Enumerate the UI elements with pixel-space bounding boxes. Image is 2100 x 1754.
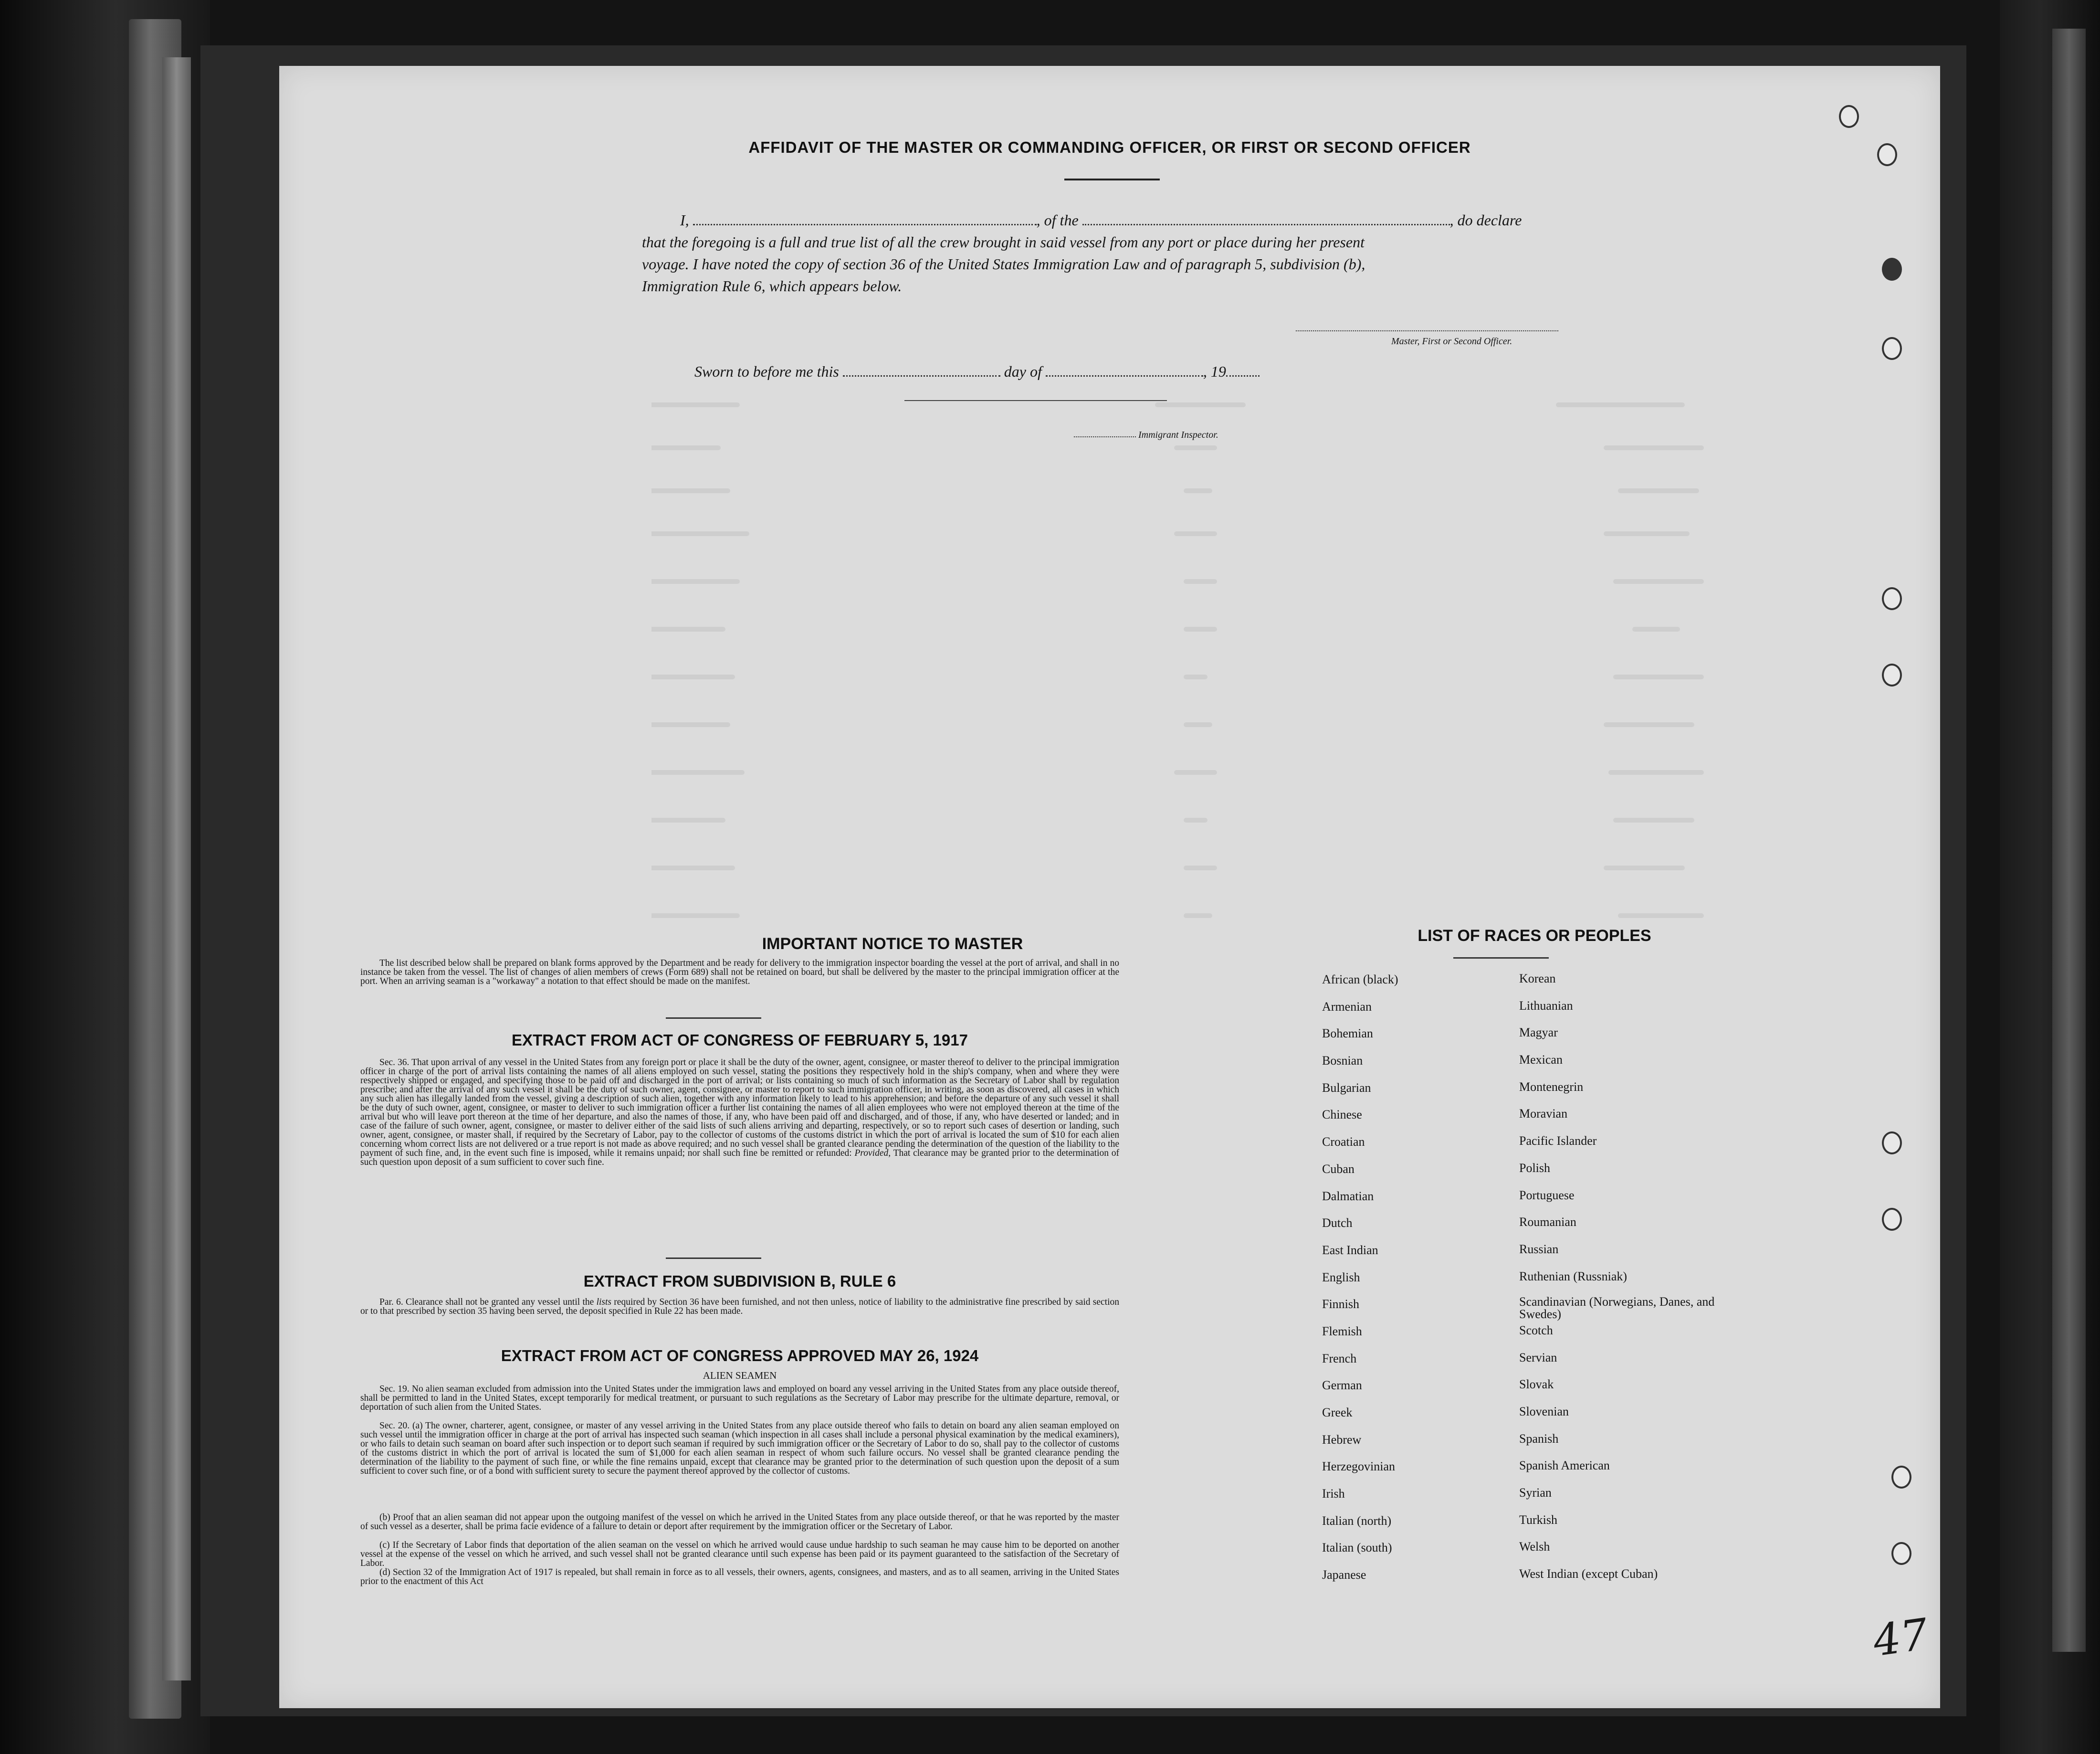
race-item: Pacific Islander [1519,1134,1597,1148]
extract-1924-heading: EXTRACT FROM ACT OF CONGRESS APPROVED MAY 26, 1924 [501,1347,979,1364]
declaration-line-1 [642,209,1835,231]
races-right-column [1519,971,1729,1594]
sworn-line [694,363,1260,380]
binder-strip-inner [162,57,191,1680]
affidavit-title: AFFIDAVIT OF THE MASTER OR COMMANDING OFFICER, OR FIRST OR SECOND OFFICER [748,138,1471,156]
races-heading: LIST OF RACES OR PEOPLES [1418,927,1651,945]
race-item: German [1322,1378,1362,1393]
sworn-day-field[interactable] [843,375,1000,377]
race-item: Bosnian [1322,1054,1363,1068]
extract-1924-sec20d: (d) Section 32 of the Immigration Act of 1917 is repealed, but shall remain in force as to all vessels, their owners, agents, consignees, and masters, and as to all seamen, arriving in the United States prior to the enactment of this Act [360,1567,1119,1586]
declaration-line-4: Immigration Rule 6, which appears below. [642,277,902,295]
binder-hole-icon [1882,1208,1902,1231]
race-item: Cuban [1322,1162,1354,1176]
race-item: Russian [1519,1242,1559,1256]
sworn-before-label: Sworn to before me this [694,363,839,380]
subdivision-b-heading: EXTRACT FROM SUBDIVISION B, RULE 6 [583,1272,896,1290]
race-item: French [1322,1351,1357,1365]
inspector-signature-label: Immigrant Inspector. [1138,430,1218,440]
races-left-column [1322,972,1503,1595]
extract-1917-provided: Provided, [854,1148,891,1158]
race-item: Italian (south) [1322,1541,1392,1555]
race-item: English [1322,1270,1360,1284]
vessel-field[interactable] [1082,224,1450,225]
race-item: Armenian [1322,999,1372,1014]
binder-hole-icon [1882,587,1902,610]
race-item: East Indian [1322,1243,1378,1257]
affidavit-title-rule [1064,179,1160,180]
race-item: Scandinavian (Norwegians, Danes, and Swedes) [1519,1295,1715,1321]
sworn-day-of-label: day of [1004,363,1042,380]
races-heading-rule [1453,957,1549,959]
notice-text: The list described below shall be prepared on blank forms approved by the Department and be ready for delivery to the immigration inspector boarding the vessel at the port of arrival, and shall in no instance be taken from the vessel. The list of changes of alien members of crews (Form 689) shall not be retained on board, but shall be delivered by the master to the principal immigration officer at the port. When an arriving seaman is a "workaway" a notation to that effect should be made on the manifest. [360,958,1119,986]
sworn-month-field[interactable] [1046,375,1203,377]
race-item: Turkish [1519,1512,1557,1527]
race-item: Scotch [1519,1323,1553,1337]
race-item: Slovenian [1519,1405,1569,1418]
extract-1917-rule [666,1257,761,1259]
race-item: Italian (north) [1322,1513,1392,1528]
declaration-i: I, [680,211,689,229]
sworn-year-field[interactable] [1226,375,1260,377]
master-signature-label: Master, First or Second Officer. [1391,336,1512,347]
race-item: Irish [1322,1487,1345,1501]
notice-rule [666,1017,761,1019]
race-item: Magyar [1519,1025,1558,1040]
extract-1924-subheading: ALIEN SEAMEN [703,1370,777,1381]
subdivision-b-text-main: Par. 6. Clearance shall not be granted any vessel until the [379,1297,594,1307]
race-item: Bulgarian [1322,1080,1371,1095]
name-field[interactable] [693,224,1037,225]
declaration-line-3: voyage. I have noted the copy of section 36 of the United States Immigration Law and of paragraph 5, subdivision (b), [642,255,1365,273]
affidavit-declaration [642,209,1835,297]
master-signature-line[interactable] [1296,330,1558,331]
race-item: Lithuanian [1519,998,1573,1013]
race-item: Roumanian [1519,1215,1576,1229]
binder-hole-icon [1882,664,1902,687]
race-item: Slovak [1519,1377,1554,1392]
inspector-signature-line[interactable] [904,400,1167,401]
race-item: Croatian [1322,1135,1365,1149]
binder-hole-icon [1882,1131,1902,1154]
declaration-of-the: , of the [1036,211,1079,229]
race-item: Spanish [1519,1431,1559,1446]
race-item: West Indian (except Cuban) [1519,1567,1658,1581]
bleed-through-marks [651,391,1940,963]
race-item: Flemish [1322,1324,1362,1338]
extract-1917-text-end: That clearance may be granted prior to the determination of such question upon deposit of a sum sufficient to cover such fine. [360,1148,1119,1167]
race-item: Montenegrin [1519,1079,1584,1094]
race-item: Portuguese [1519,1188,1575,1202]
race-item: Syrian [1519,1486,1552,1500]
declaration-line-2: that the foregoing is a full and true list of all the crew brought in said vessel from any port or place during her present [642,233,1365,251]
bleed-through [651,391,1940,963]
race-item: Moravian [1519,1107,1568,1121]
race-item: Ruthenian (Russniak) [1519,1269,1628,1283]
document-page [279,66,1940,1708]
race-item: Servian [1519,1350,1557,1364]
extract-1924-sec20a: Sec. 20. (a) The owner, charterer, agent, consignee, or master of any vessel arriving in the United States from any place outside thereof who fails to detain on board any alien seaman employed on such vessel until the immigration officer in charge at the port of arrival has inspected such seaman (which inspection in all cases shall include a personal physical examination by the medical examiners), or who fails to detain such seaman on board after such inspection or to deport such seaman if required by such immigration officer or the Secretary of Labor to do so, shall pay to the collector of customs of the customs district in which the port of arrival is located the sum of $1,000 for each alien seaman in respect of whom such failure occurs. No vessel shall be granted clearance pending the determination of the liability to the payment of such fine, or while the fine remains unpaid, except that clearance may be granted prior to the determination of such question upon the deposit of a sum sufficient to cover such fine, or of a bond with sufficient surety to secure the payment thereof approved by the collector of customs. [360,1421,1119,1476]
extract-1924-sec20c: (c) If the Secretary of Labor finds that deportation of the alien seaman on the vessel on which he arrived would cause undue hardship to such seaman he may cause him to be deported on another vessel at the expense of the vessel on which he arrived, and such vessel shall not be granted clearance until such expense has been paid or its payment guaranteed to the satisfaction of the Secretary of Labor. [360,1540,1119,1568]
extract-1917-text-main: Sec. 36. That upon arrival of any vessel in the United States from any foreign port or place it shall be the duty of the owner, agent, consignee, or master thereof to deliver to the principal immigration officer in charge of the port of arrival lists containing the names of all aliens employed on such vessel, stating the positions they respectively hold in the ship's company, when and where they were respectively shipped or engaged, and specifying those to be paid off and discharged in the port of arrival; or lists containing so much of such information as the Secretary of Labor shall by regulation prescribe; and after the arrival of any such vessel it shall be the duty of such owner, agent, consignee, or master to report to such immigration officer, in writing, as soon as discovered, all cases in which any such alien has illegally landed from the vessel, giving a description of such alien, together with any information likely to lead to his apprehension; and before the departure of any such vessel it shall be the duty of such owner, agent, consignee, or master to deliver to such immigration officer a further list containing the names of all alien employees who were not employed thereon at the time of the arrival but who will leave port thereon at the time of her departure, and also the names of those, if any, who have been paid off and discharged, and of those, if any, who have deserted or landed; and in case of the failure of such owner, agent, consignee, or master to deliver either of the said lists of such aliens arriving and departing, respectively, or so to report such cases of desertion or landing, such owner, agent, consignee, or master shall, if required by the Secretary of Labor, pay to the collector of customs of the customs district in which the port of arrival is located the sum of $10 for each alien concerning whom correct lists are not delivered or a true report is not made as above required; and no such vessel shall be granted clearance pending the determination of the question of the liability to the payment of such fine, and, in the event such fine is imposed, while it remains unpaid; nor shall such fine be remitted or refunded: [360,1057,1119,1158]
subdivision-b-text [360,1298,1119,1316]
race-item: Spanish American [1519,1458,1610,1473]
race-item: Mexican [1519,1053,1563,1067]
race-item: Chinese [1322,1108,1362,1122]
subdivision-b-text-end: required by Section 36 have been furnished, and not then unless, notice of liability to the administrative fine prescribed by said section or to that prescribed by section 35 having been served, the deposit specified in Rule 22 has been made. [360,1297,1120,1316]
race-item: Finnish [1322,1297,1360,1311]
race-item: Hebrew [1322,1432,1362,1447]
binder-strip-right [2052,29,2086,1652]
binder-hole-icon [1891,1466,1911,1489]
notice-heading: IMPORTANT NOTICE TO MASTER [762,935,1023,953]
race-item: Korean [1519,972,1556,985]
race-item: Dalmatian [1322,1189,1374,1203]
binder-hole-icon [1882,258,1902,281]
race-item: Herzegovinian [1322,1459,1396,1474]
race-item: Bohemian [1322,1026,1373,1041]
race-item: Polish [1519,1161,1551,1175]
binder-hole-icon [1839,105,1859,128]
race-item: Dutch [1322,1216,1353,1230]
binder-hole-icon [1891,1542,1911,1565]
extract-1924-sec20b: (b) Proof that an alien seaman did not appear upon the outgoing manifest of the vessel on which he arrived in the United States from any place outside thereof, or that he was reported by the master of such vessel as a deserter, shall be prima facie evidence of a failure to detain or deport after requirement by the immigration officer or the Secretary of Labor. [360,1512,1119,1532]
sworn-year-label: , 19 [1203,363,1226,380]
race-item: Greek [1322,1405,1353,1419]
race-item: Japanese [1322,1568,1366,1582]
handwritten-page-number: 47 [1870,1609,1932,1667]
binder-hole-icon [1882,337,1902,360]
extract-1917-heading: EXTRACT FROM ACT OF CONGRESS OF FEBRUARY 5, 1917 [512,1031,968,1049]
extract-1924-sec19: Sec. 19. No alien seaman excluded from admission into the United States under the immigration laws and employed on board any vessel arriving in the United States from any place outside thereof, shall be permitted to land in the United States, except temporarily for medical treatment, or pursuant to such regulations as the Secretary of Labor may prescribe for the ultimate departure, removal, or deportation of such alien from the United States. [360,1384,1119,1412]
race-item: Welsh [1519,1540,1550,1554]
extract-1917-text [360,1058,1119,1167]
inspector-dotted-line [1074,436,1136,437]
declaration-do-declare: , do declare [1449,211,1522,229]
subdivision-b-lists: lists [596,1297,611,1307]
race-item: African (black) [1322,972,1398,986]
